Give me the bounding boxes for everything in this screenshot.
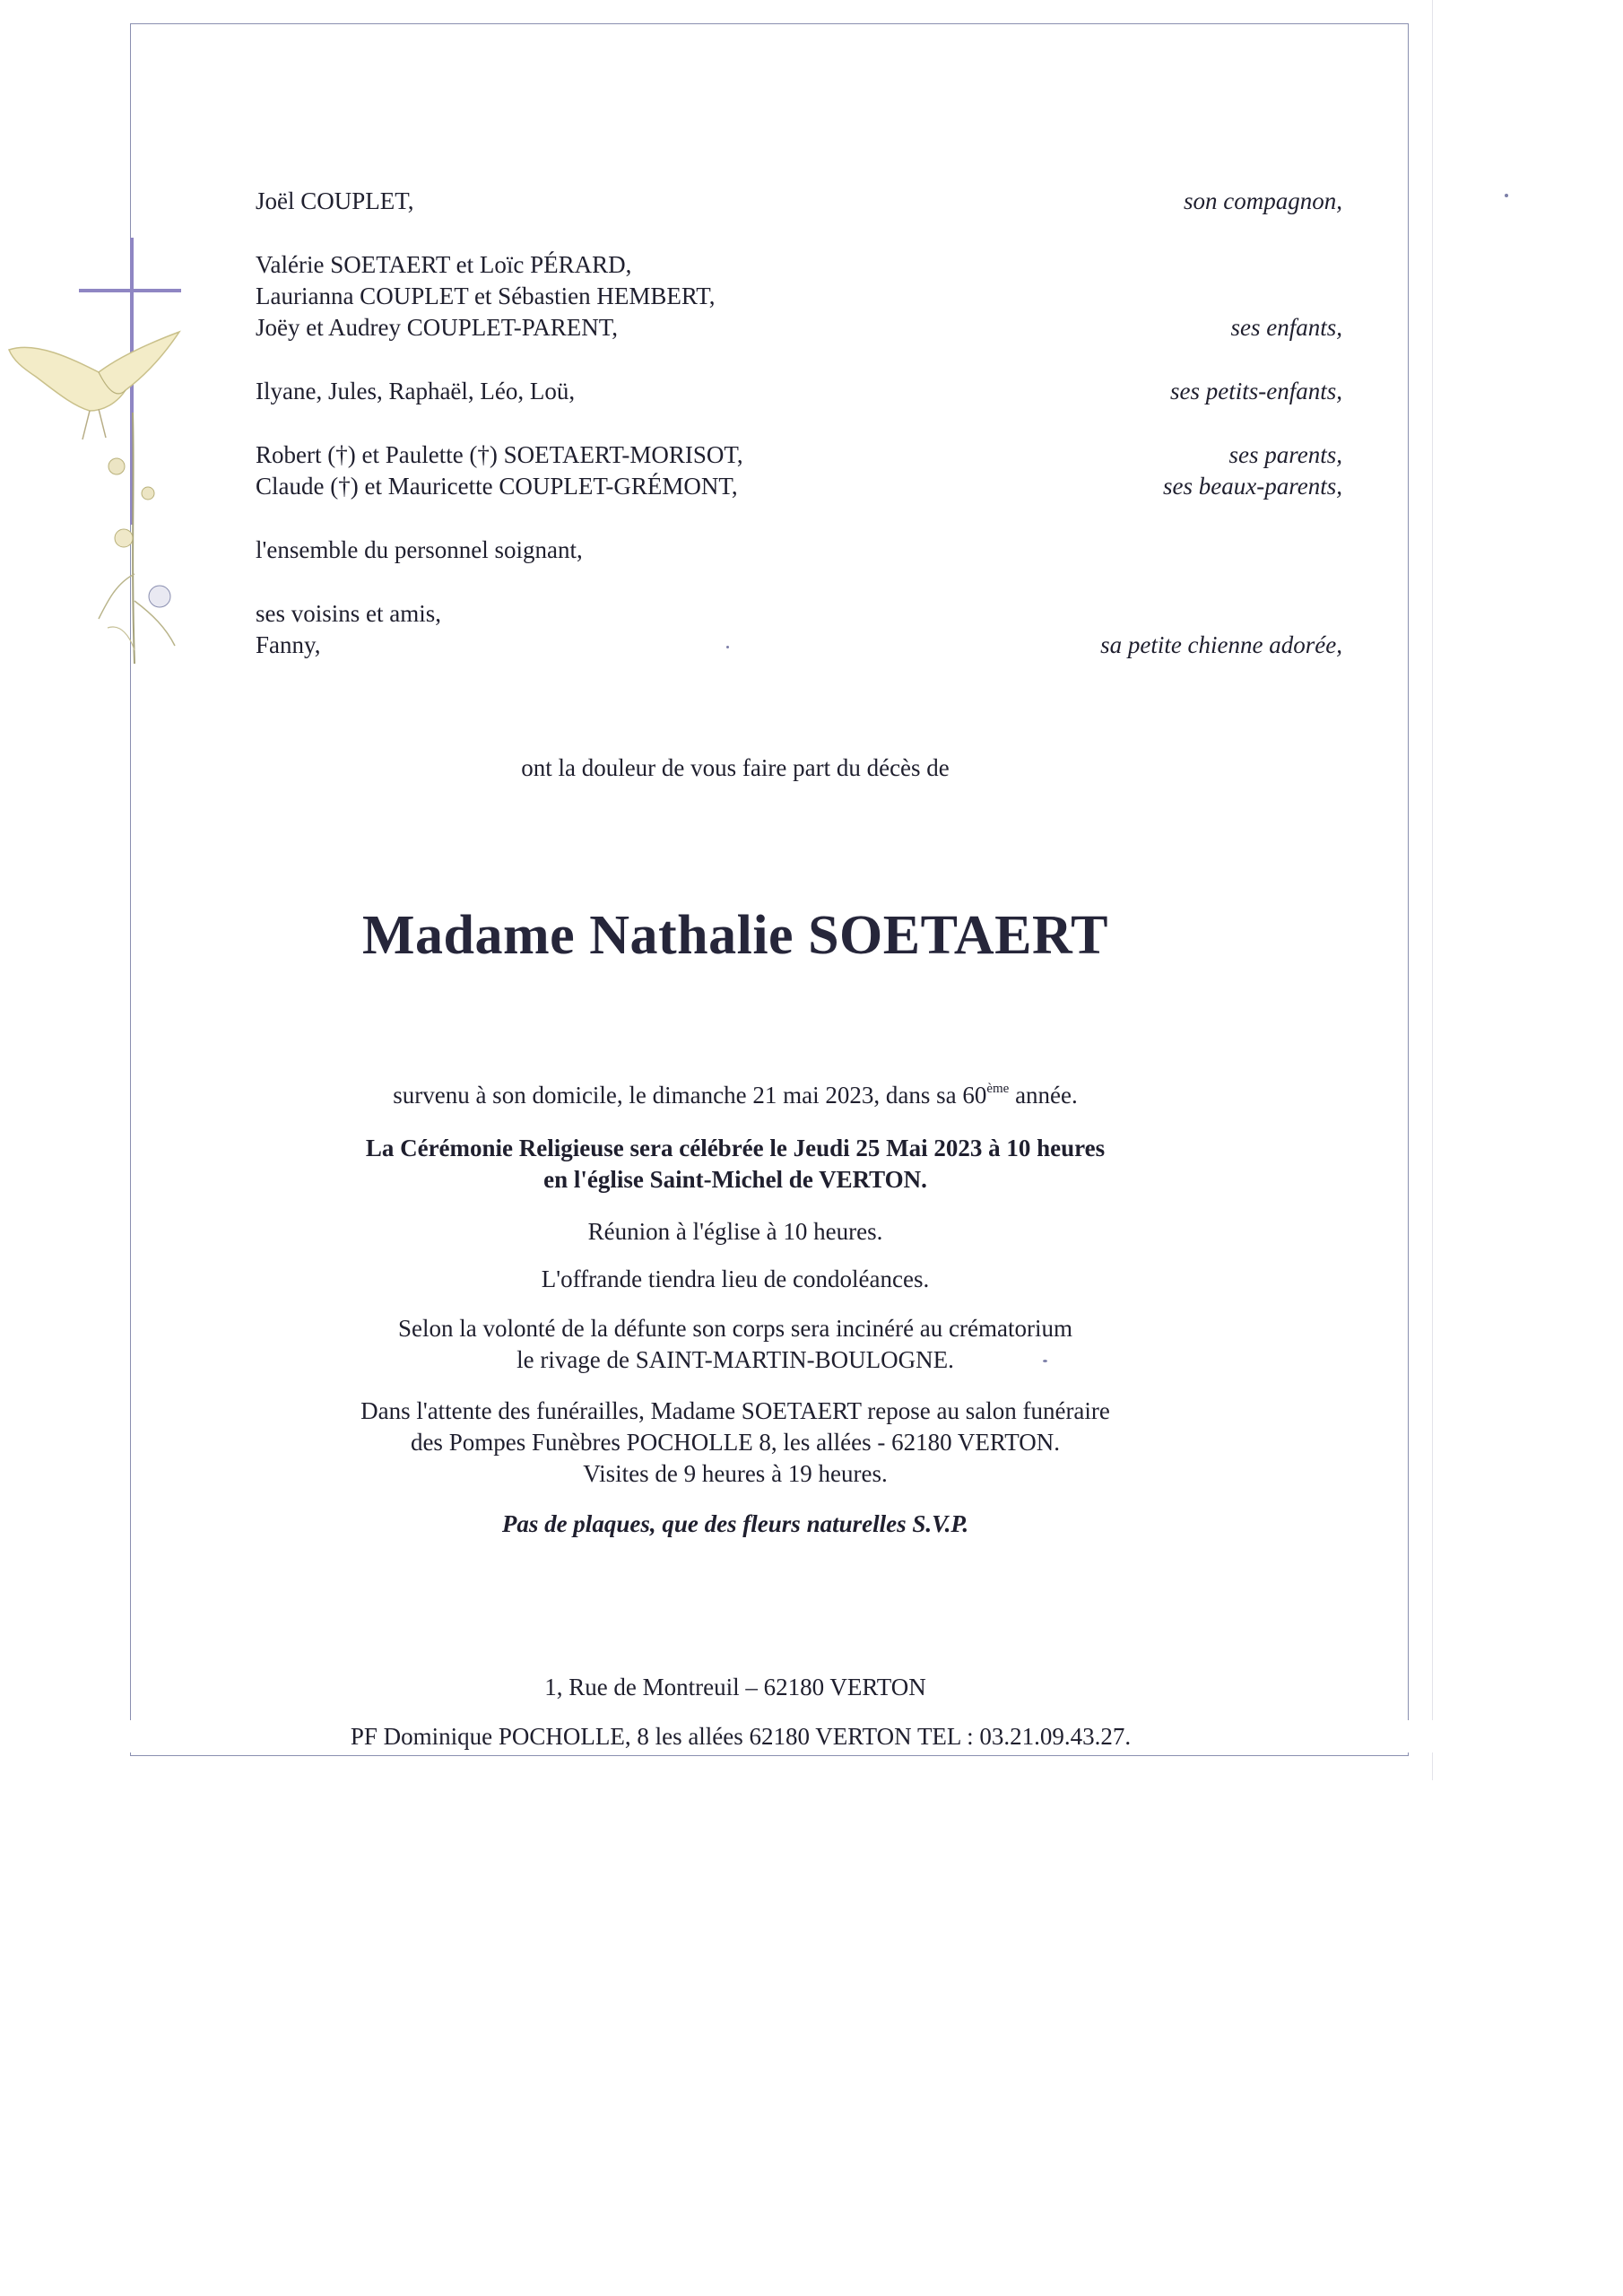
death-notice-main: survenu à son domicile, le dimanche 21 mai 2023, dans sa 60 xyxy=(393,1082,987,1109)
rest-line-2: des Pompes Funèbres POCHOLLE 8, les allées - 62180 VERTON. xyxy=(410,1429,1061,1456)
in-laws-role: ses beaux-parents, xyxy=(1163,473,1342,500)
death-notice xyxy=(0,1079,1471,1111)
cremation-line-2: le rivage de SAINT-MARTIN-BOULOGNE. xyxy=(516,1346,954,1373)
companion-role: son compagnon, xyxy=(1184,187,1342,214)
grandchildren-role: ses petits-enfants, xyxy=(1170,378,1342,404)
pet-role: sa petite chienne adorée, xyxy=(1100,631,1342,658)
rest-line-1: Dans l'attente des funérailles, Madame SOETAERT repose au salon funéraire xyxy=(360,1397,1110,1424)
ceremony-line-2: en l'église Saint-Michel de VERTON. xyxy=(543,1166,927,1193)
intro-text: ont la douleur de vous faire part du décès de xyxy=(521,754,950,781)
cross-bar xyxy=(79,289,181,292)
children-role: ses enfants, xyxy=(1230,314,1342,341)
footer-address: 1, Rue de Montreuil – 62180 VERTON xyxy=(544,1674,926,1700)
scan-speck xyxy=(1043,1360,1047,1362)
child-1: Valérie SOETAERT et Loïc PÉRARD, xyxy=(256,251,632,278)
funeral-home-contact: PF Dominique POCHOLLE, 8 les allées 62180 VERTON TEL : 03.21.09.43.27. xyxy=(0,1720,1481,1752)
parents-role: ses parents, xyxy=(1228,441,1342,468)
parents: Robert (†) et Paulette (†) SOETAERT-MORISOT, xyxy=(256,441,743,468)
pet-name: Fanny, xyxy=(256,631,321,658)
child-2: Laurianna COUPLET et Sébastien HEMBERT, xyxy=(256,283,716,309)
child-3: Joëy et Audrey COUPLET-PARENT, xyxy=(256,314,618,341)
in-laws: Claude (†) et Mauricette COUPLET-GRÉMONT, xyxy=(256,473,738,500)
dove-flower-illustration xyxy=(0,305,215,682)
deceased-name: Madame Nathalie SOETAERT xyxy=(362,905,1108,966)
care-staff: l'ensemble du personnel soignant, xyxy=(256,536,583,563)
scan-speck xyxy=(726,646,729,648)
offering-note: L'offrande tiendra lieu de condoléances. xyxy=(541,1265,930,1292)
neighbours-friends: ses voisins et amis, xyxy=(256,600,441,627)
death-notice-end: année. xyxy=(1009,1082,1078,1109)
cremation-line-1: Selon la volonté de la défunte son corps sera incinéré au crématorium xyxy=(398,1315,1072,1342)
church-meeting: Réunion à l'église à 10 heures. xyxy=(587,1218,883,1245)
flowers-request: Pas de plaques, que des fleurs naturelles S.V.P. xyxy=(501,1510,969,1537)
companion-name: Joël COUPLET, xyxy=(256,187,414,214)
visiting-hours: Visites de 9 heures à 19 heures. xyxy=(583,1460,888,1487)
scan-speck xyxy=(1505,194,1508,197)
ceremony-line-1: La Cérémonie Religieuse sera célébrée le Jeudi 25 Mai 2023 à 10 heures xyxy=(365,1135,1106,1161)
age-ordinal: ème xyxy=(986,1082,1010,1096)
grandchildren: Ilyane, Jules, Raphaël, Léo, Loü, xyxy=(256,378,576,404)
